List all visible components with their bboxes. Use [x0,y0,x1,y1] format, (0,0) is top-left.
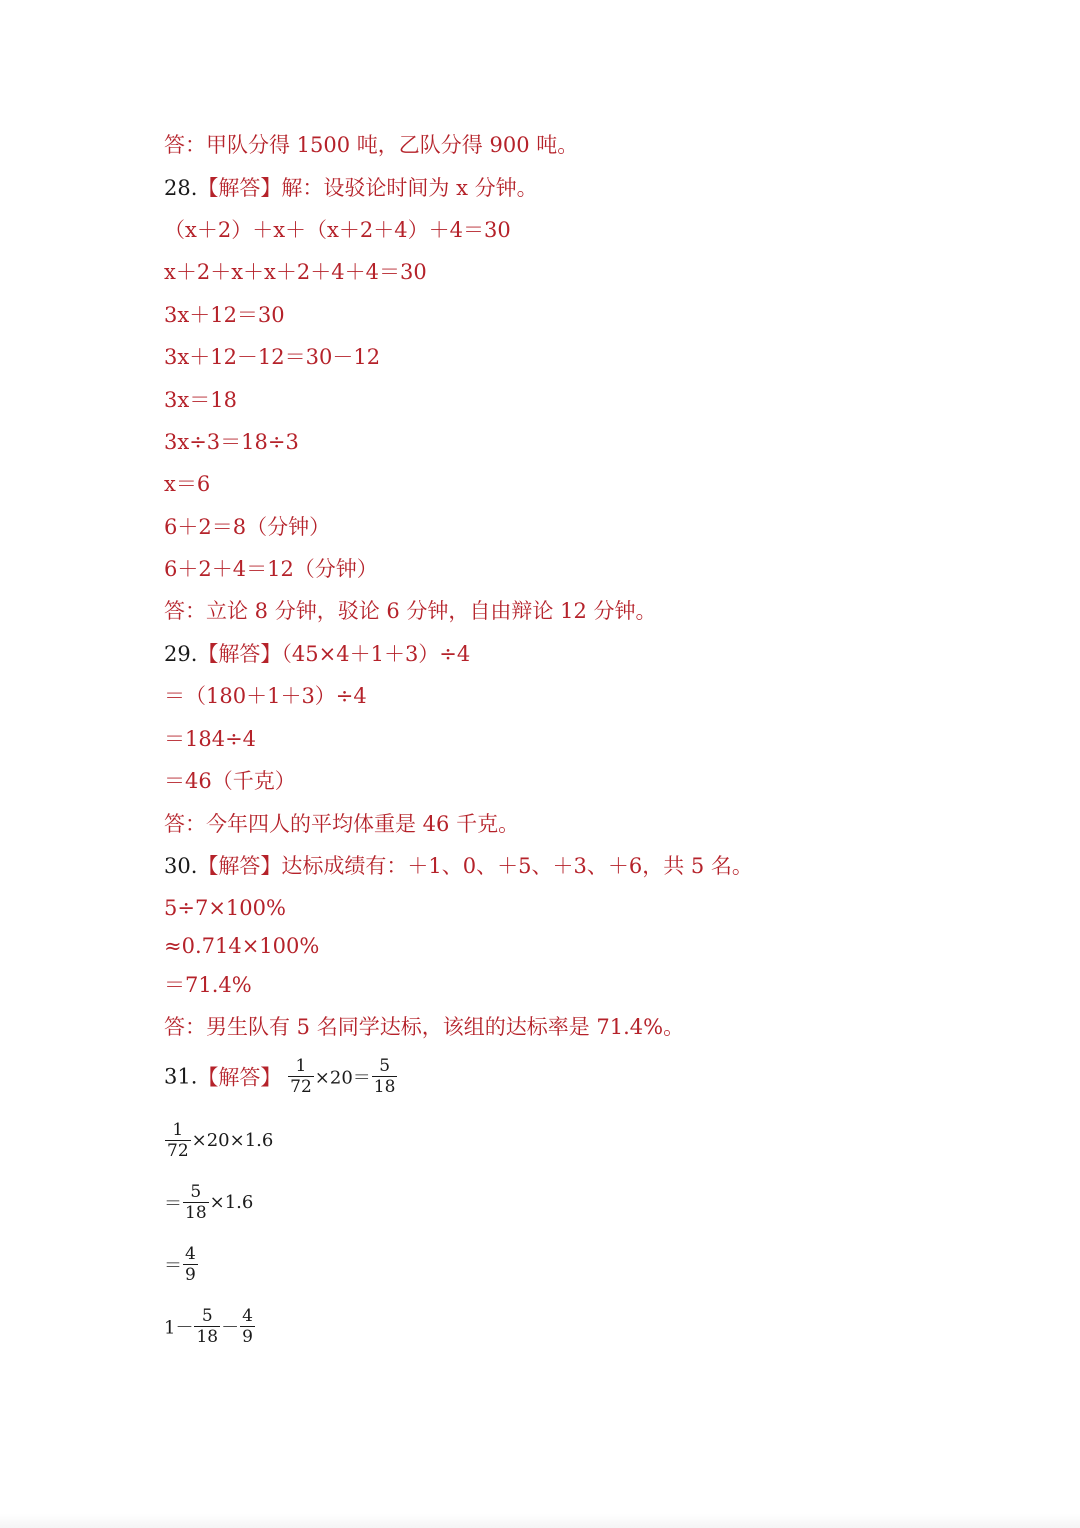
q30-step-2: ≈0.714×100% [164,934,320,958]
q31-step-2 [164,1182,253,1223]
q31-step-3 [164,1244,199,1285]
q30-number: 30. [164,854,198,878]
fraction-5-18-c: $\frac{5}{18}$ [196,1306,219,1347]
q28-step-8: 6＋2＝8（分钟） [164,515,331,539]
q30-intro: 达标成绩有：＋1、0、＋5、＋3、＋6，共 5 名。 [281,854,753,878]
q28-step-3: 3x＋12＝30 [164,303,285,327]
q31-step-3-eq: ＝ [164,1255,182,1277]
fraction-1-72-b: $\frac{1}{72}$ [167,1120,189,1161]
q30-step-3: ＝71.4% [164,973,252,997]
q29-step-1: ＝（180＋1＋3）÷4 [164,684,367,708]
q31-step-1-part: ×20×1.6 [191,1130,274,1151]
q28-step-7: x＝6 [164,472,211,496]
q28-step-6: 3x÷3＝18÷3 [164,430,299,454]
q28-number: 28. [164,176,198,200]
q30-tag: 【解答】 [197,854,282,878]
fraction-4-9-b: $\frac{4}{9}$ [242,1306,253,1347]
q29-step-3: ＝46（千克） [164,769,296,793]
q31-step-1 [164,1120,273,1161]
fraction-4-9: $\frac{4}{9}$ [185,1244,196,1285]
q29-step-2: ＝184÷4 [164,727,257,751]
q31-step-2-part: ×1.6 [209,1192,254,1213]
q31-step-4-minus: － [221,1317,240,1339]
q28-header [164,175,538,201]
q29-tag: 【解答】 [197,642,282,666]
answer-q28: 答：立论 8 分钟，驳论 6 分钟，自由辩论 12 分钟。 [164,599,657,623]
q31-step-4 [164,1306,256,1347]
fraction-5-18: $\frac{5}{18}$ [373,1056,396,1097]
q28-intro: 解：设驳论时间为 x 分钟。 [281,176,538,200]
q28-step-1: （x＋2）＋x＋（x＋2＋4）＋4＝30 [164,218,511,242]
q28-step-5: 3x＝18 [164,388,237,412]
q31-expr-part: ×20＝ [314,1067,371,1089]
q29-expression: （45×4＋1＋3）÷4 [281,642,471,666]
q31-step-4-lead: 1－ [164,1317,194,1339]
q31-step-2-eq: ＝ [164,1193,182,1215]
q28-step-9: 6＋2＋4＝12（分钟） [164,557,378,581]
page-bottom-edge [0,1514,1080,1528]
fraction-5-18-b: $\frac{5}{18}$ [185,1182,207,1223]
q30-step-1: 5÷7×100% [164,896,286,920]
q29-header [164,641,470,667]
q29-number: 29. [164,642,198,666]
answer-q29: 答：今年四人的平均体重是 46 千克。 [164,812,520,836]
q31-number: 31. [164,1064,198,1089]
q30-header [164,853,753,879]
q28-tag: 【解答】 [197,176,282,200]
answer-q30: 答：男生队有 5 名同学达标，该组的达标率是 71.4%。 [164,1015,685,1039]
q31-tag: 【解答】 [197,1065,282,1090]
q31-header [164,1056,398,1097]
fraction-1-72: $\frac{1}{72}$ [290,1056,312,1097]
q28-step-2: x＋2＋x＋x＋2＋4＋4＝30 [164,260,427,284]
answer-q27: 答：甲队分得 1500 吨，乙队分得 900 吨。 [164,133,579,157]
q28-step-4: 3x＋12－12＝30－12 [164,345,381,369]
